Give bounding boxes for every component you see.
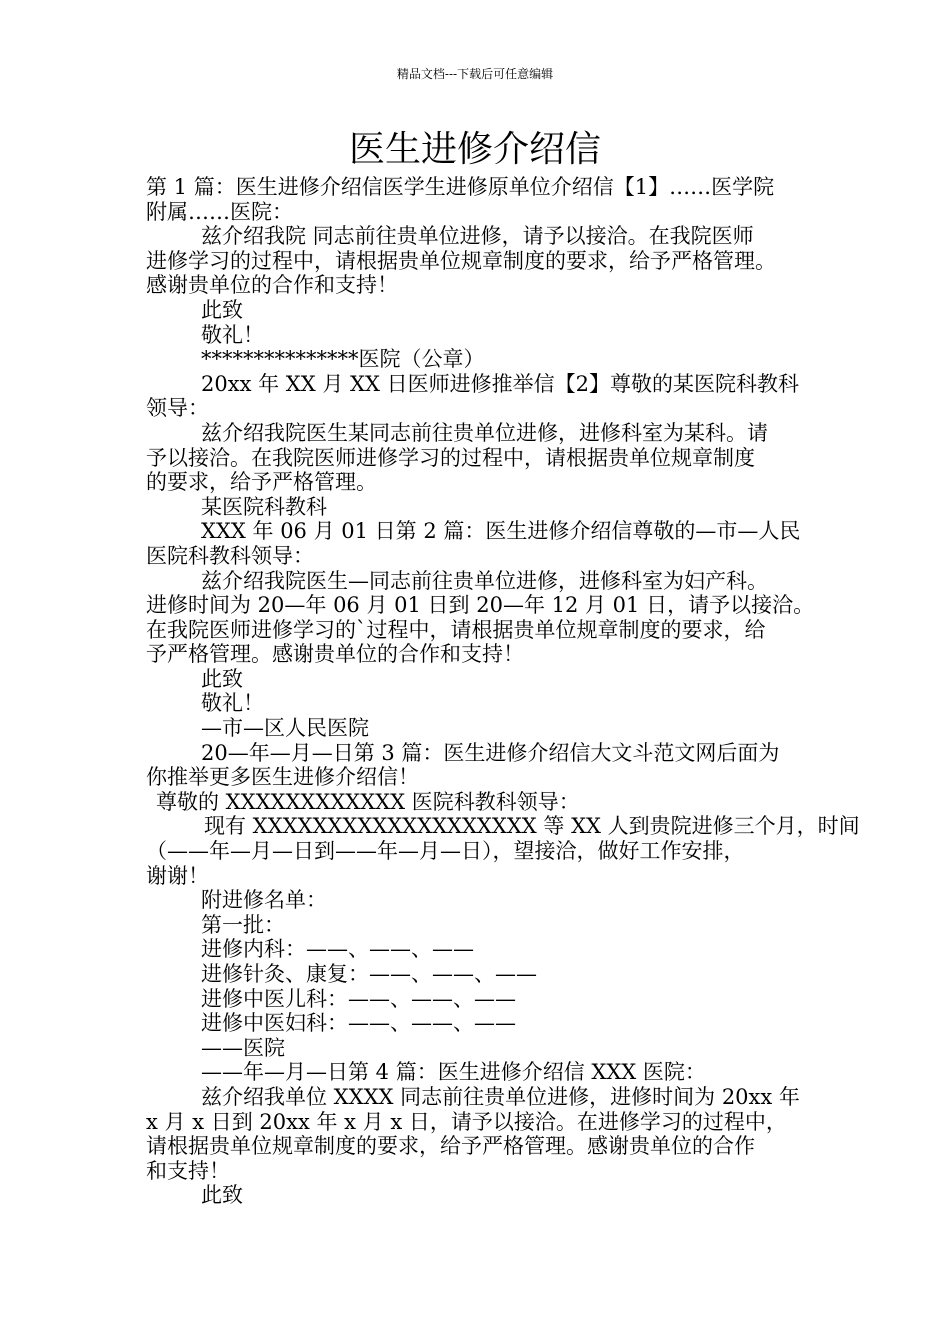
body-line: 20xx 年 XX 月 XX 日医师进修推举信【2】尊敬的某医院科教科 bbox=[201, 371, 799, 396]
body-line: 兹介绍我院医生—同志前往贵单位进修，进修科室为妇产科。 bbox=[201, 568, 768, 593]
body-line: 某医院科教科 bbox=[201, 494, 327, 519]
body-line: 予以接洽。在我院医师进修学习的过程中，请根据贵单位规章制度 bbox=[146, 445, 755, 470]
body-line: 进修中医妇科：——、——、—— bbox=[201, 1011, 516, 1036]
body-line: 进修中医儿科：——、——、—— bbox=[201, 986, 516, 1011]
body-line: x 月 x 日到 20xx 年 x 月 x 日，请予以接洽。在进修学习的过程中， bbox=[146, 1109, 787, 1134]
body-line: —市—区人民医院 bbox=[201, 716, 369, 741]
body-line: 在我院医师进修学习的`过程中，请根据贵单位规章制度的要求，给 bbox=[146, 617, 766, 642]
page-header: 精品文档---下载后可任意编辑 bbox=[396, 67, 554, 81]
body-line: 敬礼！ bbox=[201, 691, 264, 716]
body-line: 20—年—月—日第 3 篇：医生进修介绍信大文斗范文网后面为 bbox=[201, 740, 780, 765]
body-line: ——年—月—日第 4 篇：医生进修介绍信 XXX 医院： bbox=[201, 1060, 706, 1085]
body-line: 附属……医院： bbox=[146, 199, 293, 224]
body-line: 的要求，给予严格管理。 bbox=[146, 470, 377, 495]
document-title: 医生进修介绍信 bbox=[348, 129, 601, 170]
body-line: 现有 XXXXXXXXXXXXXXXXXXX 等 XX 人到贵院进修三个月，时间 bbox=[204, 814, 860, 839]
body-line: 进修针灸、康复：——、——、—— bbox=[201, 962, 537, 986]
body-line: 敬礼！ bbox=[201, 322, 264, 347]
body-line: XXX 年 06 月 01 日第 2 篇：医生进修介绍信尊敬的—市—人民 bbox=[201, 519, 801, 544]
body-line: ***************医院（公章） bbox=[201, 347, 485, 372]
body-line: 尊敬的 XXXXXXXXXXXX 医院科教科领导： bbox=[156, 789, 580, 814]
body-line: 你推举更多医生进修介绍信！ bbox=[146, 765, 419, 790]
body-line: 请根据贵单位规章制度的要求，给予严格管理。感谢贵单位的合作 bbox=[146, 1134, 755, 1159]
body-line: 进修时间为 20—年 06 月 01 日到 20—年 12 月 01 日，请予以接洽。 bbox=[146, 593, 815, 618]
body-line: 第一批： bbox=[201, 912, 285, 937]
body-line: 兹介绍我单位 XXXX 同志前往贵单位进修，进修时间为 20xx 年 bbox=[201, 1084, 800, 1109]
body-line: 附进修名单： bbox=[201, 888, 327, 913]
body-line: 此致 bbox=[201, 666, 243, 691]
body-line: 医院科教科领导： bbox=[146, 543, 314, 568]
body-line: 此致 bbox=[201, 297, 243, 322]
body-line: 领导： bbox=[146, 396, 209, 421]
body-line: （——年—月—日到——年—月—日），望接洽，做好工作安排， bbox=[146, 839, 745, 864]
body-line: 和支持！ bbox=[146, 1158, 230, 1183]
body-line: ——医院 bbox=[201, 1035, 285, 1060]
body-line: 第 1 篇：医生进修介绍信医学生进修原单位介绍信【1】……医学院 bbox=[146, 175, 775, 199]
body-line: 感谢贵单位的合作和支持！ bbox=[146, 273, 398, 298]
body-line: 兹介绍我院 同志前往贵单位进修，请予以接洽。在我院医师 bbox=[201, 224, 754, 249]
body-line: 兹介绍我院医生某同志前往贵单位进修，进修科室为某科。请 bbox=[201, 420, 768, 445]
document-body bbox=[146, 175, 860, 1208]
body-line: 进修内科：——、——、—— bbox=[201, 937, 474, 962]
body-line: 谢谢！ bbox=[146, 863, 209, 888]
body-line: 此致 bbox=[201, 1183, 243, 1208]
body-line: 进修学习的过程中，请根据贵单位规章制度的要求，给予严格管理。 bbox=[146, 248, 776, 273]
body-line: 予严格管理。感谢贵单位的合作和支持！ bbox=[146, 642, 524, 667]
